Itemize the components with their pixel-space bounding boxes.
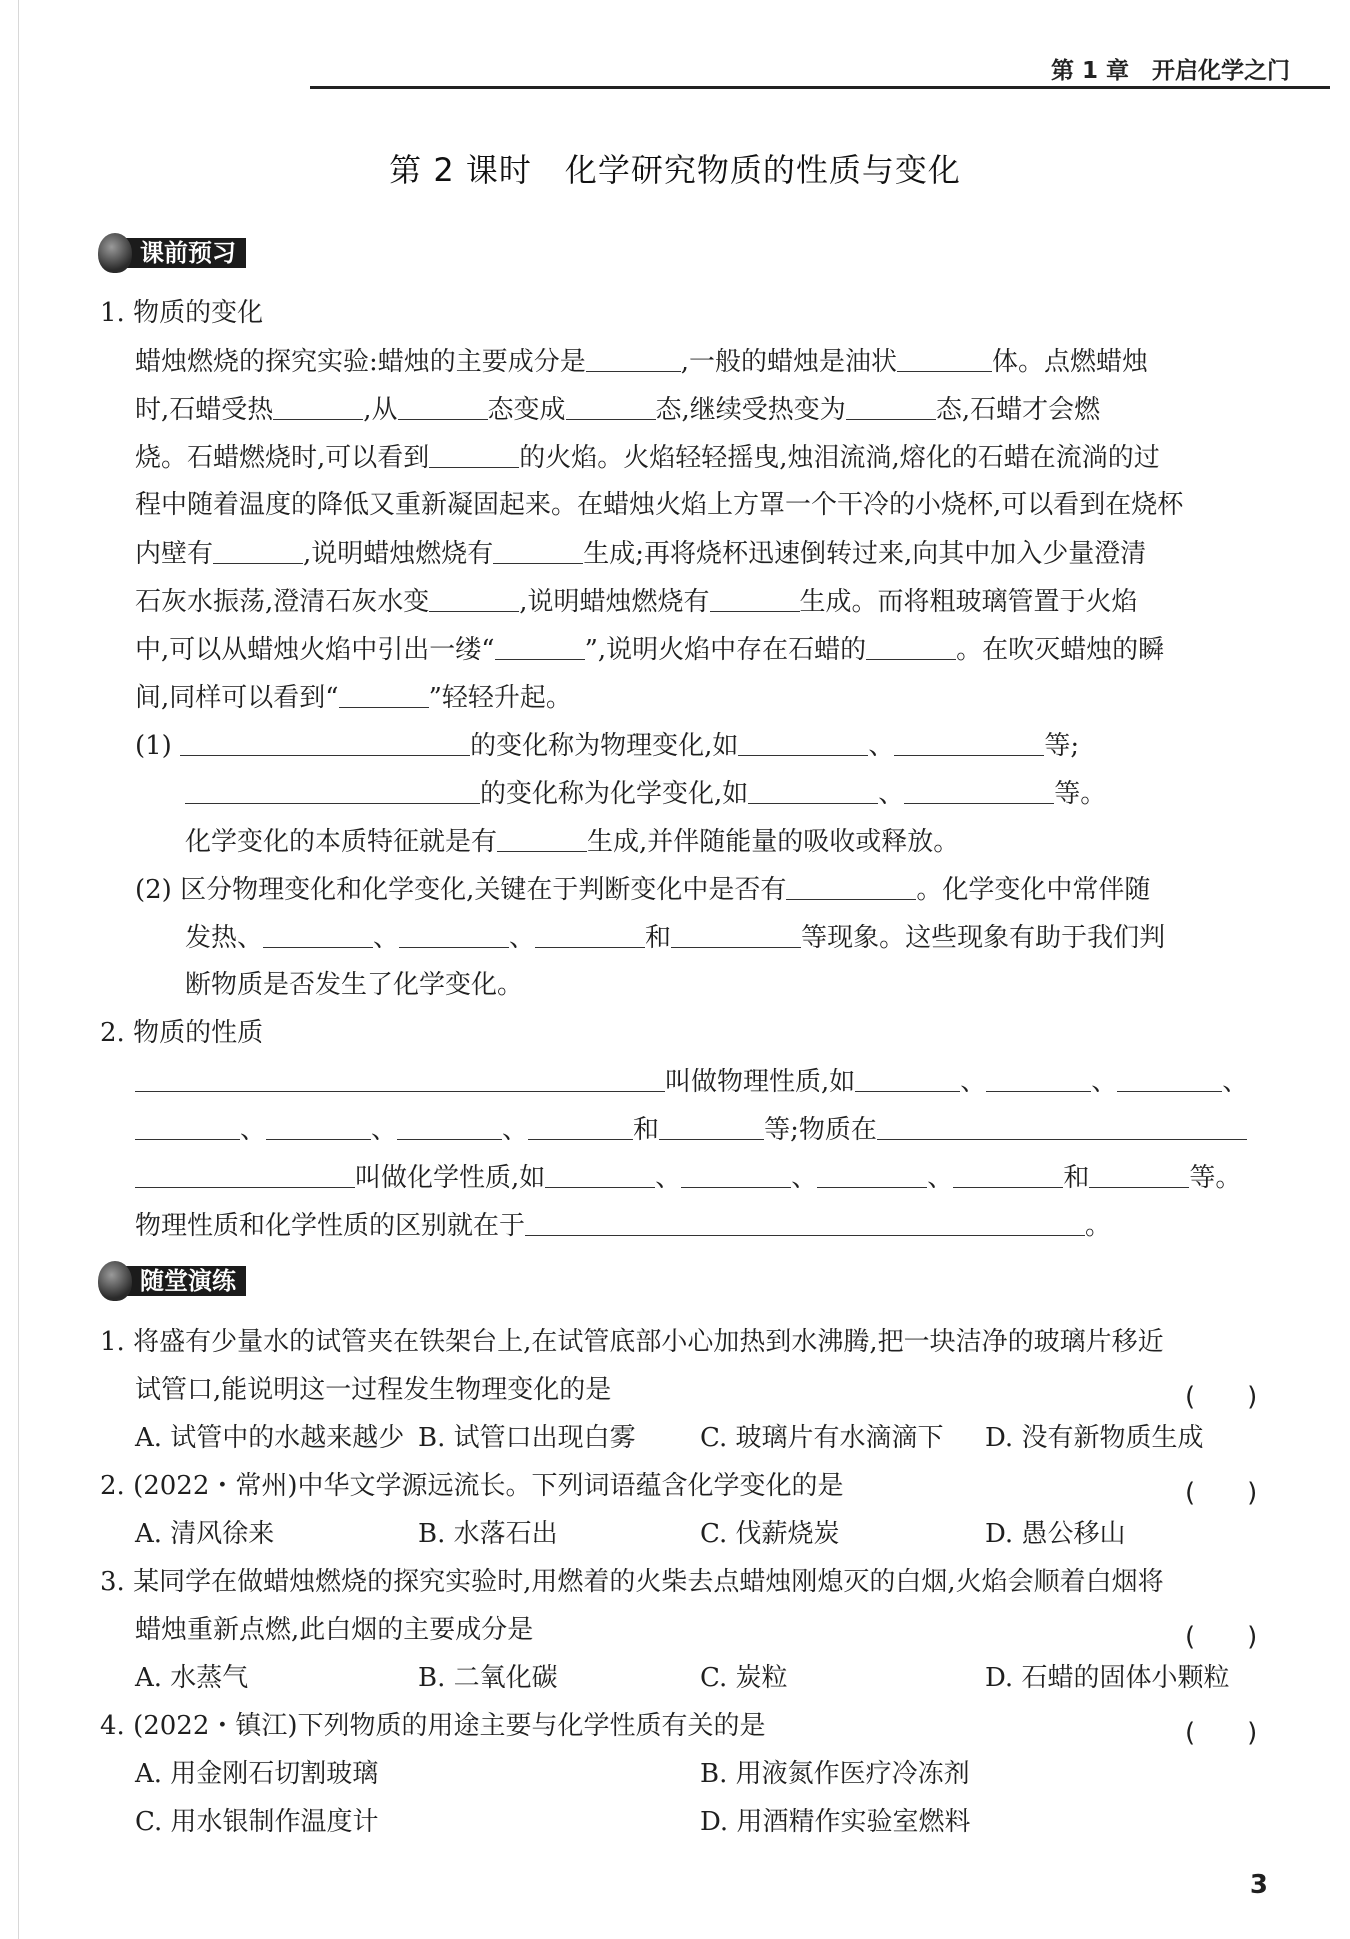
blank[interactable] — [817, 1157, 927, 1188]
blank[interactable] — [748, 773, 878, 804]
lesson-title: 第 2 课时 化学研究物质的性质与变化 — [389, 151, 961, 189]
blank[interactable] — [497, 821, 587, 852]
mc3-option-b[interactable]: B. 二氧化碳 — [418, 1663, 558, 1693]
blank[interactable] — [681, 1157, 791, 1188]
blank[interactable] — [135, 1157, 355, 1188]
blank[interactable] — [273, 389, 363, 420]
q1-part1-line-2: 的变化称为化学变化,如 、 等。 — [185, 773, 1106, 813]
page-number: 3 — [1249, 1870, 1268, 1900]
blank[interactable] — [566, 389, 656, 420]
q1-part2-line-3: 断物质是否发生了化学变化。 — [185, 970, 524, 1000]
mc1-option-d[interactable]: D. 没有新物质生成 — [985, 1423, 1204, 1453]
mc3-option-a[interactable]: A. 水蒸气 — [135, 1663, 249, 1693]
blank[interactable] — [1089, 1157, 1189, 1188]
blank[interactable] — [866, 629, 956, 660]
answer-bracket[interactable]: ( ) — [1185, 1622, 1258, 1652]
blank[interactable] — [786, 869, 916, 900]
blank[interactable] — [904, 773, 1054, 804]
mc2-option-c[interactable]: C. 伐薪烧炭 — [700, 1519, 840, 1549]
mc3-option-c[interactable]: C. 炭粒 — [700, 1663, 788, 1693]
blank[interactable] — [135, 1109, 240, 1140]
mc2-option-a[interactable]: A. 清风徐来 — [135, 1519, 275, 1549]
mc1-option-c[interactable]: C. 玻璃片有水滴滴下 — [700, 1423, 944, 1453]
mc3-option-d[interactable]: D. 石蜡的固体小颗粒 — [985, 1663, 1230, 1693]
q1-line-8: 间,同样可以看到“ ”轻轻升起。 — [135, 677, 572, 717]
blank[interactable] — [545, 1157, 655, 1188]
page-edge — [18, 0, 19, 1939]
q2-line-2: 、 、 、 和 等;物质在 — [135, 1109, 1247, 1149]
mc4-option-b[interactable]: B. 用液氮作医疗冷冻剂 — [700, 1759, 970, 1789]
q2-line-3: 叫做化学性质,如 、 、 、 和 等。 — [135, 1157, 1241, 1197]
q2-line-1: 叫做物理性质,如 、 、 、 — [135, 1061, 1248, 1101]
q1-part2-line-1: (2) 区分物理变化和化学变化,关键在于判断变化中是否有 。化学变化中常伴随 — [135, 869, 1150, 909]
blank[interactable] — [986, 1061, 1091, 1092]
mc3-stem-line-1: 3. 某同学在做蜡烛燃烧的探究实验时,用燃着的火柴去点蜡烛刚熄灭的白烟,火焰会顺着白烟将 — [100, 1567, 1164, 1597]
q1-part1-line-1: (1) 的变化称为物理变化,如 、 等; — [135, 725, 1079, 765]
blank[interactable] — [710, 581, 800, 612]
blank[interactable] — [493, 533, 583, 564]
mc1-option-b[interactable]: B. 试管口出现白雾 — [418, 1423, 636, 1453]
mc4-option-a[interactable]: A. 用金刚石切割玻璃 — [135, 1759, 379, 1789]
blank[interactable] — [535, 917, 645, 948]
lightbulb-icon — [98, 1261, 132, 1301]
mc4-option-c[interactable]: C. 用水银制作温度计 — [135, 1807, 379, 1837]
blank[interactable] — [263, 917, 373, 948]
blank[interactable] — [213, 533, 303, 564]
q1-line-5: 内壁有 ,说明蜡烛燃烧有 生成;再将烧杯迅速倒转过来,向其中加入少量澄清 — [135, 533, 1146, 573]
blank[interactable] — [855, 1061, 960, 1092]
answer-bracket[interactable]: ( ) — [1185, 1718, 1258, 1748]
mc2-option-b[interactable]: B. 水落石出 — [418, 1519, 558, 1549]
blank[interactable] — [1117, 1061, 1222, 1092]
mc4-option-d[interactable]: D. 用酒精作实验室燃料 — [700, 1807, 971, 1837]
mc3-stem-line-2: 蜡烛重新点燃,此白烟的主要成分是 — [135, 1615, 534, 1645]
blank[interactable] — [586, 341, 681, 372]
q1-line-3: 烧。石蜡燃烧时,可以看到 的火焰。火焰轻轻摇曳,烛泪流淌,熔化的石蜡在流淌的过 — [135, 437, 1160, 477]
section-label: 随堂演练 — [120, 1266, 246, 1296]
blank[interactable] — [185, 773, 480, 804]
q1-part1-line-3: 化学变化的本质特征就是有 生成,并伴随能量的吸收或释放。 — [185, 821, 959, 861]
blank[interactable] — [180, 725, 470, 756]
blank[interactable] — [266, 1109, 371, 1140]
section-label: 课前预习 — [120, 238, 246, 268]
blank[interactable] — [399, 917, 509, 948]
header-rule — [310, 86, 1330, 89]
q2-line-4: 物理性质和化学性质的区别就在于 。 — [135, 1205, 1111, 1245]
section-practice-banner — [98, 1263, 246, 1299]
q1-line-1: 蜡烛燃烧的探究实验:蜡烛的主要成分是 ,一般的蜡烛是油状 体。点燃蜡烛 — [135, 341, 1148, 381]
blank[interactable] — [894, 725, 1044, 756]
blank[interactable] — [429, 581, 519, 612]
section-preview-banner — [98, 235, 246, 271]
blank[interactable] — [738, 725, 868, 756]
blank[interactable] — [528, 1109, 633, 1140]
chapter-header: 第 1 章 开启化学之门 — [1050, 58, 1290, 84]
blank[interactable] — [953, 1157, 1063, 1188]
blank[interactable] — [397, 1109, 502, 1140]
mc1-stem-line-1: 1. 将盛有少量水的试管夹在铁架台上,在试管底部小心加热到水沸腾,把一块洁净的玻璃片移近 — [100, 1327, 1164, 1357]
answer-bracket[interactable]: ( ) — [1185, 1478, 1258, 1508]
q1-line-6: 石灰水振荡,澄清石灰水变 ,说明蜡烛燃烧有 生成。而将粗玻璃管置于火焰 — [135, 581, 1138, 621]
blank[interactable] — [525, 1205, 1085, 1236]
mc4-stem: 4. (2022・镇江)下列物质的用途主要与化学性质有关的是 — [100, 1711, 766, 1741]
mc1-stem-line-2: 试管口,能说明这一过程发生物理变化的是 — [135, 1375, 612, 1405]
blank[interactable] — [429, 437, 519, 468]
blank[interactable] — [339, 677, 429, 708]
blank[interactable] — [846, 389, 936, 420]
mc1-option-a[interactable]: A. 试管中的水越来越少 — [135, 1423, 405, 1453]
q1-line-2: 时,石蜡受热 ,从 态变成 态,继续受热变为 态,石蜡才会燃 — [135, 389, 1100, 429]
q1-line-7: 中,可以从蜡烛火焰中引出一缕“ ”,说明火焰中存在石蜡的 。在吹灭蜡烛的瞬 — [135, 629, 1164, 669]
blank[interactable] — [495, 629, 585, 660]
lightbulb-icon — [98, 233, 132, 273]
mc2-stem: 2. (2022・常州)中华文学源远流长。下列词语蕴含化学变化的是 — [100, 1471, 844, 1501]
q1-part2-line-2: 发热、 、 、 和 等现象。这些现象有助于我们判 — [185, 917, 1165, 957]
mc2-option-d[interactable]: D. 愚公移山 — [985, 1519, 1126, 1549]
answer-bracket[interactable]: ( ) — [1185, 1382, 1258, 1412]
q2-heading: 2. 物质的性质 — [100, 1018, 264, 1048]
blank[interactable] — [897, 341, 992, 372]
blank[interactable] — [135, 1061, 665, 1092]
blank[interactable] — [877, 1109, 1247, 1140]
blank[interactable] — [659, 1109, 764, 1140]
q1-heading: 1. 物质的变化 — [100, 298, 264, 328]
blank[interactable] — [398, 389, 488, 420]
q1-line-4: 程中随着温度的降低又重新凝固起来。在蜡烛火焰上方罩一个干冷的小烧杯,可以看到在烧杯 — [135, 490, 1184, 520]
blank[interactable] — [671, 917, 801, 948]
